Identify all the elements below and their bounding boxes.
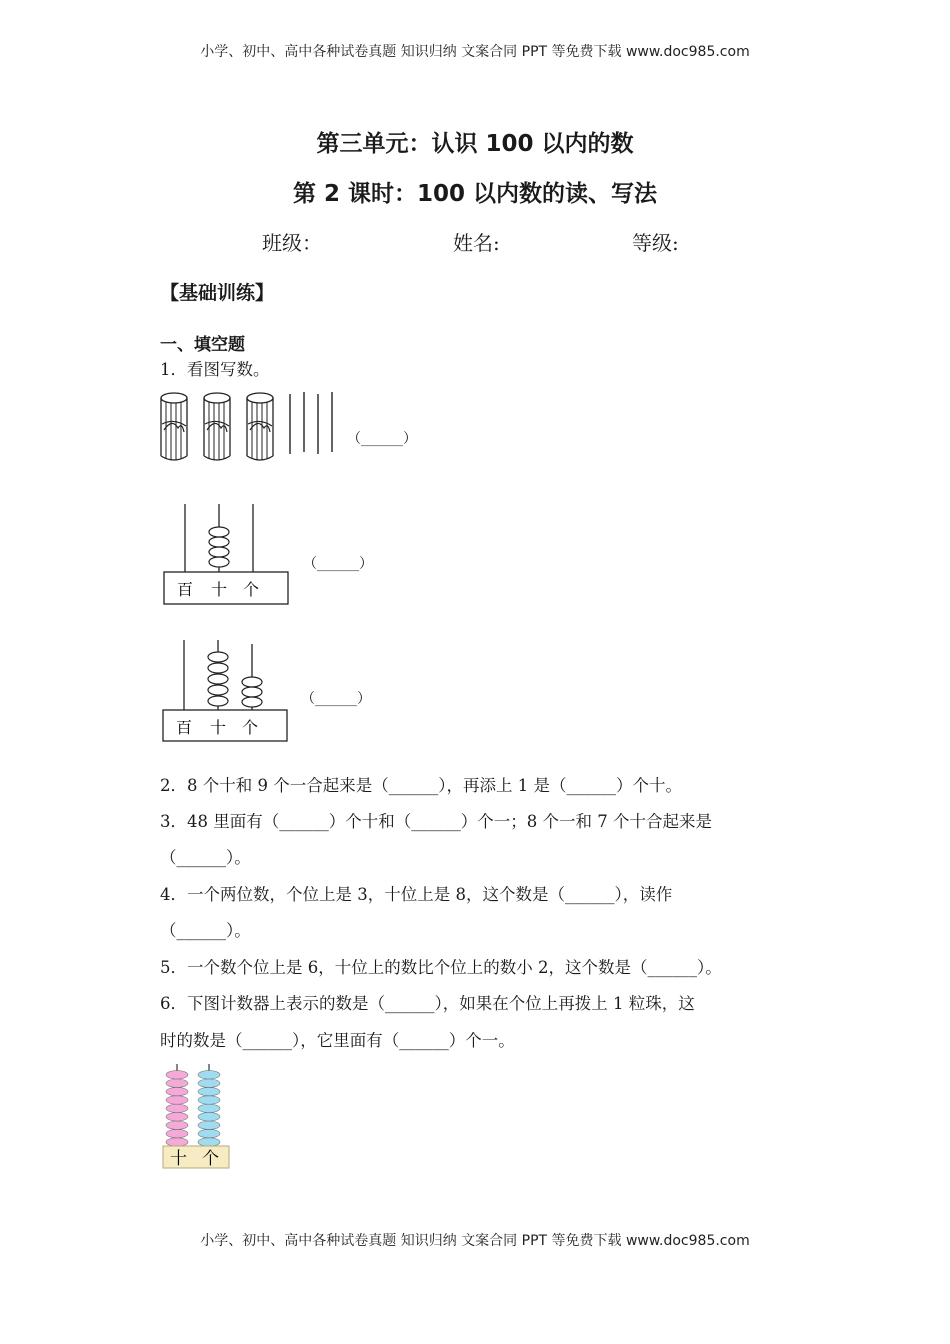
counter-bead (198, 1129, 220, 1137)
question-5: 5．一个数个位上是 6，十位上的数比个位上的数小 2，这个数是（______）。 (160, 958, 722, 977)
stick-bundles-figure (158, 388, 338, 466)
abacus-bead (208, 696, 228, 706)
question-1: 1．看图写数。 (160, 360, 270, 379)
counter-bead (198, 1104, 220, 1112)
counter-bead (198, 1121, 220, 1129)
abacus-bead (209, 547, 229, 557)
abacus-bead (208, 663, 228, 673)
counter-bead (166, 1071, 188, 1079)
abacus-bead (242, 697, 262, 707)
counter-bead (198, 1096, 220, 1104)
name-label: 姓名: (453, 231, 500, 255)
abacus-bead (209, 537, 229, 547)
section-fill-blank: 一、填空题 (160, 335, 245, 355)
question-4-line-2: （______）。 (160, 921, 251, 940)
counter-bead (166, 1096, 188, 1104)
place-label-hundreds: 百 (176, 718, 193, 737)
place-label-ones: 个 (202, 1149, 219, 1169)
counter-bead (166, 1087, 188, 1095)
counter-bead (166, 1121, 188, 1129)
bundle-of-ten (247, 393, 273, 460)
grade-label: 等级: (632, 231, 679, 255)
page-title: 第三单元：认识 100 以内的数 (316, 131, 634, 157)
answer-blank[interactable]: （______） (301, 691, 371, 707)
page-header: 小学、初中、高中各种试卷真题 知识归纳 文案合同 PPT 等免费下载 www.doc985.com (200, 44, 750, 60)
abacus-bead (208, 652, 228, 662)
question-3-line-2: （______）。 (160, 848, 251, 867)
page-footer: 小学、初中、高中各种试卷真题 知识归纳 文案合同 PPT 等免费下载 www.doc985.com (200, 1233, 750, 1249)
place-label-tens: 十 (211, 580, 228, 599)
counter-bead (166, 1079, 188, 1087)
counter-bead (166, 1104, 188, 1112)
counter-bead (166, 1129, 188, 1137)
counter-bead (198, 1087, 220, 1095)
abacus-bead (242, 677, 262, 687)
counter-bead (198, 1113, 220, 1121)
place-label-tens: 十 (210, 718, 227, 737)
abacus-figure-1 (163, 502, 291, 606)
class-label: 班级： (262, 231, 322, 255)
bundle-of-ten (161, 393, 187, 460)
abacus-bead (209, 527, 229, 537)
bundle-of-ten (204, 393, 230, 460)
counter-figure (162, 1062, 232, 1170)
place-label-ones: 个 (243, 580, 260, 599)
answer-blank[interactable]: （______） (303, 556, 373, 572)
page-subtitle: 第 2 课时：100 以内数的读、写法 (292, 181, 658, 207)
question-2: 2．8 个十和 9 个一合起来是（______），再添上 1 是（______）个十。 (160, 776, 682, 795)
place-label-tens: 十 (170, 1149, 187, 1169)
question-4-line-1: 4．一个两位数，个位上是 3，十位上是 8，这个数是（______），读作 (160, 885, 673, 904)
place-label-ones: 个 (242, 718, 259, 737)
abacus-bead (209, 557, 229, 567)
answer-blank[interactable]: （______） (347, 431, 417, 447)
question-6-line-1: 6．下图计数器上表示的数是（______），如果在个位上再拨上 1 粒珠，这 (160, 994, 695, 1013)
place-label-hundreds: 百 (177, 580, 194, 599)
question-3-line-1: 3．48 里面有（______）个十和（______）个一；8 个一和 7 个十合起来是 (160, 812, 712, 831)
abacus-figure-2 (162, 640, 290, 744)
counter-bead (166, 1138, 188, 1146)
abacus-bead (242, 687, 262, 697)
abacus-bead (208, 674, 228, 684)
counter-bead (198, 1138, 220, 1146)
counter-bead (166, 1113, 188, 1121)
counter-bead (198, 1071, 220, 1079)
counter-bead (198, 1079, 220, 1087)
question-6-line-2: 时的数是（______），它里面有（______）个一。 (160, 1031, 515, 1050)
section-basic-training: 【基础训练】 (160, 282, 275, 304)
abacus-bead (208, 685, 228, 695)
